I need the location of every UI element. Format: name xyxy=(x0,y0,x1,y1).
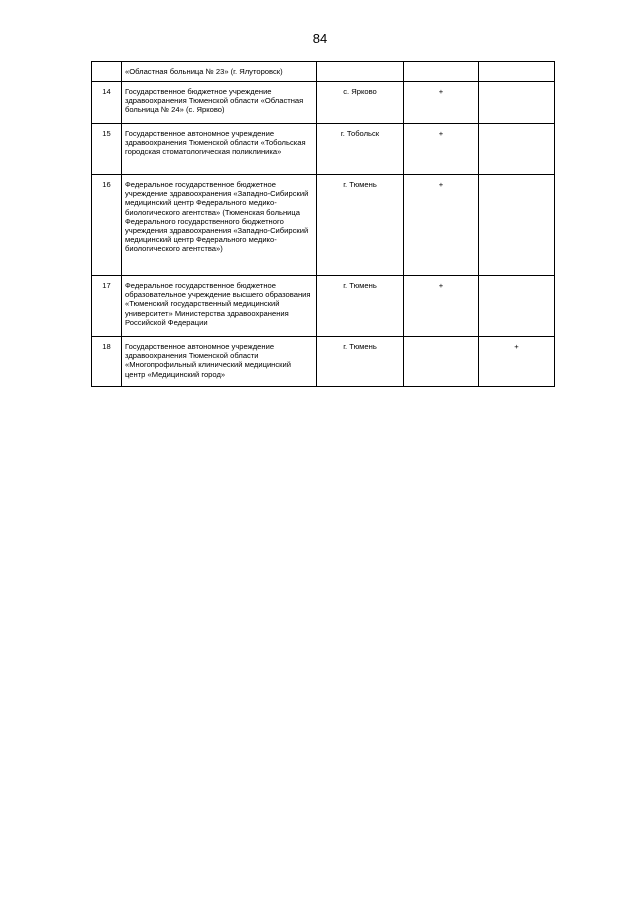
organization-name-cell: Федеральное государственное бюджетное образовательное учреждение высшего образования «Тюменский государственный медицинский университет» Министерства здравоохранения Российской Федерации xyxy=(122,276,317,337)
locality-cell: г. Тюмень xyxy=(317,175,404,276)
locality-cell: г. Тобольск xyxy=(317,124,404,175)
locality-cell: г. Тюмень xyxy=(317,276,404,337)
row-number-cell: 16 xyxy=(92,175,122,276)
row-number-cell: 18 xyxy=(92,337,122,387)
organization-name-cell: «Областная больница № 23» (г. Ялуторовск) xyxy=(122,62,317,82)
row-number-cell: 15 xyxy=(92,124,122,175)
organization-name-cell: Государственное бюджетное учреждение здравоохранения Тюменской области «Областная больница № 24» (с. Ярково) xyxy=(122,82,317,124)
mark-cell: + xyxy=(404,276,479,337)
mark-cell: + xyxy=(404,82,479,124)
table-row xyxy=(92,62,555,82)
locality-cell xyxy=(317,62,404,82)
mark-cell xyxy=(479,124,555,175)
mark-cell xyxy=(479,175,555,276)
table-row xyxy=(92,276,555,337)
mark-cell: + xyxy=(404,124,479,175)
organization-name-cell: Государственное автономное учреждение здравоохранения Тюменской области «Тобольская городская стоматологическая поликлиника» xyxy=(122,124,317,175)
table-row xyxy=(92,124,555,175)
mark-cell: + xyxy=(479,337,555,387)
row-number-cell: 14 xyxy=(92,82,122,124)
table-row xyxy=(92,175,555,276)
locality-cell: с. Ярково xyxy=(317,82,404,124)
table-row xyxy=(92,337,555,387)
organization-name-cell: Государственное автономное учреждение здравоохранения Тюменской области «Многопрофильный клинический медицинский центр «Медицинский город» xyxy=(122,337,317,387)
mark-cell: + xyxy=(404,175,479,276)
mark-cell xyxy=(404,337,479,387)
row-number-cell: 17 xyxy=(92,276,122,337)
locality-cell: г. Тюмень xyxy=(317,337,404,387)
mark-cell xyxy=(479,276,555,337)
page-number: 84 xyxy=(312,31,328,46)
mark-cell xyxy=(404,62,479,82)
organizations-table xyxy=(91,61,555,387)
table-row xyxy=(92,82,555,124)
organization-name-cell: Федеральное государственное бюджетное учреждение здравоохранения «Западно-Сибирский медицинский центр Федерального медико-биологического агентства» (Тюменская больница Федерального государственного бюджетного учреждения здравоохранения «Западно-Сибирский медицинский центр Федерального медико-биологического агентства») xyxy=(122,175,317,276)
mark-cell xyxy=(479,82,555,124)
mark-cell xyxy=(479,62,555,82)
row-number-cell xyxy=(92,62,122,82)
